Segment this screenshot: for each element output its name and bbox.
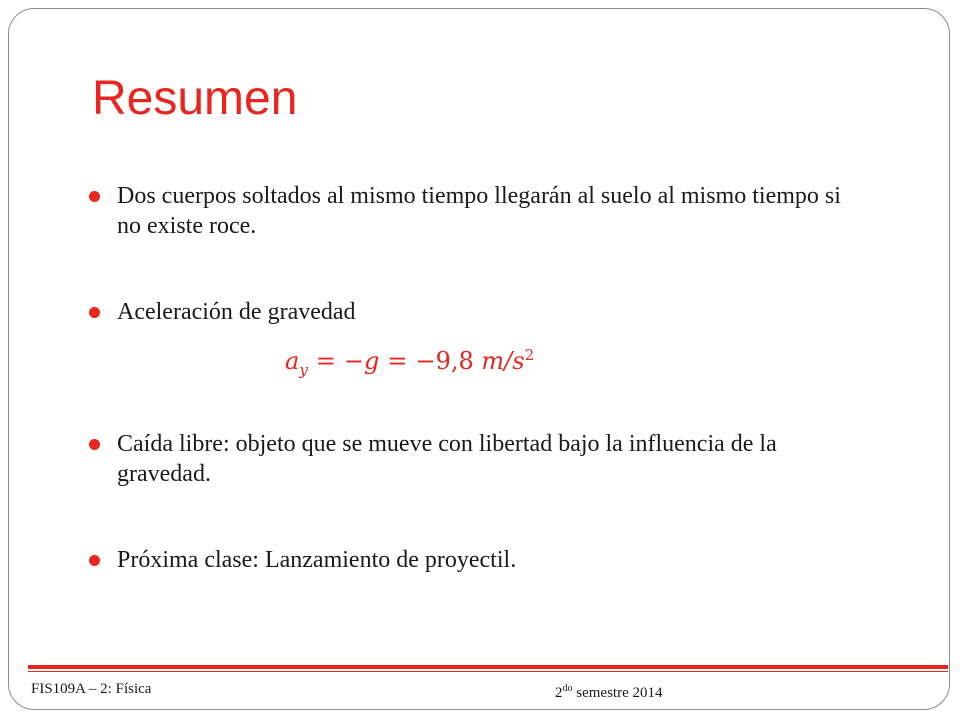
equation-unit: m/s [481,347,525,375]
equation-equals-1: = [315,347,336,375]
bullet-text: Aceleración de gravedad [117,299,356,325]
slide [8,8,950,710]
bullet-item [89,429,857,489]
bullet-text: Dos cuerpos soltados al mismo tiempo llegarán al suelo al mismo tiempo si no existe roce. [117,183,841,239]
equation-lhs-sub: y [299,360,308,379]
bullet-item [89,297,857,327]
footer-rule-thin [28,671,948,672]
footer-semester-sup: do [562,683,573,694]
bullet-text: Próxima clase: Lanzamiento de proyectil. [117,547,517,573]
bullet-item [89,545,857,575]
footer-rule [28,665,948,669]
bullet-dot-icon [89,439,100,450]
gravity-equation [285,339,534,386]
bullet-dot-icon [89,555,100,566]
equation-neg-g: −g [343,347,380,375]
footer-semester [555,679,662,703]
slide-title: Resumen [92,72,298,125]
equation-lhs-var: a [285,347,300,375]
footer-course: FIS109A – 2: Física [31,681,152,697]
footer-semester-num: 2 [555,685,563,701]
bullet-item [89,181,857,241]
footer-semester-rest: semestre 2014 [572,685,663,701]
bullet-dot-icon [89,191,100,202]
bullet-dot-icon [89,307,100,318]
equation-value: −9,8 [415,347,474,375]
equation-unit-exp: 2 [524,346,535,364]
bullet-text: Caída libre: objeto que se mueve con libertad bajo la influencia de la gravedad. [117,431,777,487]
equation-equals-2: = [387,347,408,375]
